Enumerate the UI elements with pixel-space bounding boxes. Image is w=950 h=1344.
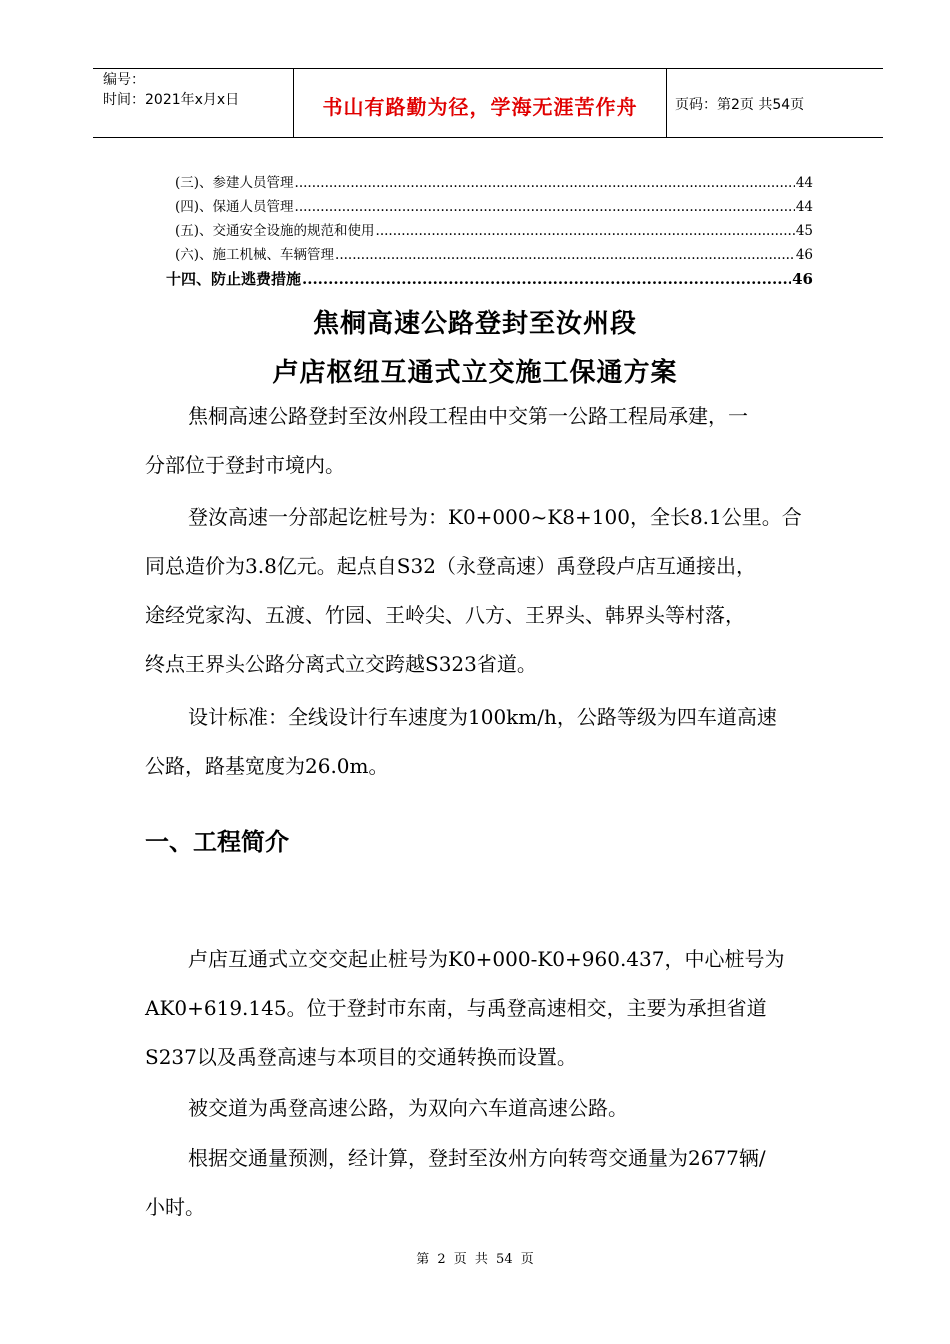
paragraph (145, 935, 835, 1082)
paragraph-line: 终点王界头公路分离式立交跨越S323省道。 (145, 652, 537, 676)
section-heading: 一、工程简介 (145, 828, 289, 856)
header-page-cell (667, 69, 883, 137)
time-label: 时间：2021年x月x日 (103, 92, 240, 108)
paragraph (145, 1134, 835, 1232)
paragraph-line: S237以及禹登高速与本项目的交通转换而设置。 (145, 1045, 577, 1069)
paragraph-line: 焦桐高速公路登封至汝州段工程由中交第一公路工程局承建，一 (188, 404, 748, 428)
motto-text: 书山有路勤为径，学海无涯苦作舟 (322, 95, 638, 119)
page-info: 页码：第2页 共54页 (675, 97, 805, 113)
toc-leader (295, 199, 795, 215)
toc-leader (295, 175, 795, 191)
paragraph-line: 分部位于登封市境内。 (145, 453, 345, 477)
header-meta-cell (93, 69, 294, 137)
toc-leader (302, 270, 791, 288)
page-header (93, 68, 883, 138)
paragraph (145, 693, 835, 791)
toc-entry-chapter[interactable] (166, 268, 813, 290)
paragraph-line: 设计标准：全线设计行车速度为100km/h，公路等级为四车道高速 (188, 705, 777, 729)
toc-leader (335, 247, 795, 263)
paragraph-line: 卢店互通式立交交起止桩号为K0+000-K0+960.437，中心桩号为 (188, 947, 785, 971)
toc-entry[interactable] (175, 171, 813, 193)
toc-entry-label: (六)、施工机械、车辆管理 (175, 247, 335, 263)
paragraph-line: AK0+619.145。位于登封市东南，与禹登高速相交，主要为承担省道 (145, 996, 767, 1020)
toc-entry-page: 45 (795, 223, 813, 239)
page-footer: 第 2 页 共 54 页 (416, 1252, 534, 1267)
paragraph-line: 公路，路基宽度为26.0m。 (145, 754, 389, 778)
serial-label: 编号： (103, 72, 145, 88)
paragraph-line: 同总造价为3.8亿元。起点自S32（永登高速）禹登段卢店互通接出， (145, 554, 756, 578)
toc-entry[interactable] (175, 243, 813, 265)
toc-entry-label: (三)、参建人员管理 (175, 175, 294, 191)
toc-entry-page: 46 (792, 270, 813, 288)
toc-entry-label: (五)、交通安全设施的规范和使用 (175, 223, 375, 239)
paragraph-line: 途经党家沟、五渡、竹园、王岭尖、八方、王界头、韩界头等村落， (145, 603, 745, 627)
paragraph-line: 根据交通量预测，经计算，登封至汝州方向转弯交通量为2677辆/ (188, 1146, 766, 1170)
toc-entry-page: 46 (795, 247, 813, 263)
paragraph (145, 1084, 835, 1133)
toc-entry[interactable] (175, 195, 813, 217)
toc-entry[interactable] (175, 219, 813, 241)
toc-entry-page: 44 (795, 175, 813, 191)
toc-entry-label: (四)、保通人员管理 (175, 199, 294, 215)
paragraph (145, 493, 835, 689)
toc-entry-page: 44 (795, 199, 813, 215)
paragraph-line: 小时。 (145, 1195, 205, 1219)
paragraph (145, 392, 835, 490)
header-motto-cell (294, 69, 667, 137)
document-title: 焦桐高速公路登封至汝州段 (312, 309, 637, 339)
toc-entry-label: 十四、防止逃费措施 (166, 270, 302, 288)
paragraph-line: 登汝高速一分部起讫桩号为：K0+000~K8+100，全长8.1公里。合 (188, 505, 802, 529)
paragraph-line: 被交道为禹登高速公路，为双向六车道高速公路。 (188, 1096, 628, 1120)
toc-leader (376, 223, 795, 239)
document-subtitle: 卢店枢纽互通式立交施工保通方案 (272, 358, 678, 388)
